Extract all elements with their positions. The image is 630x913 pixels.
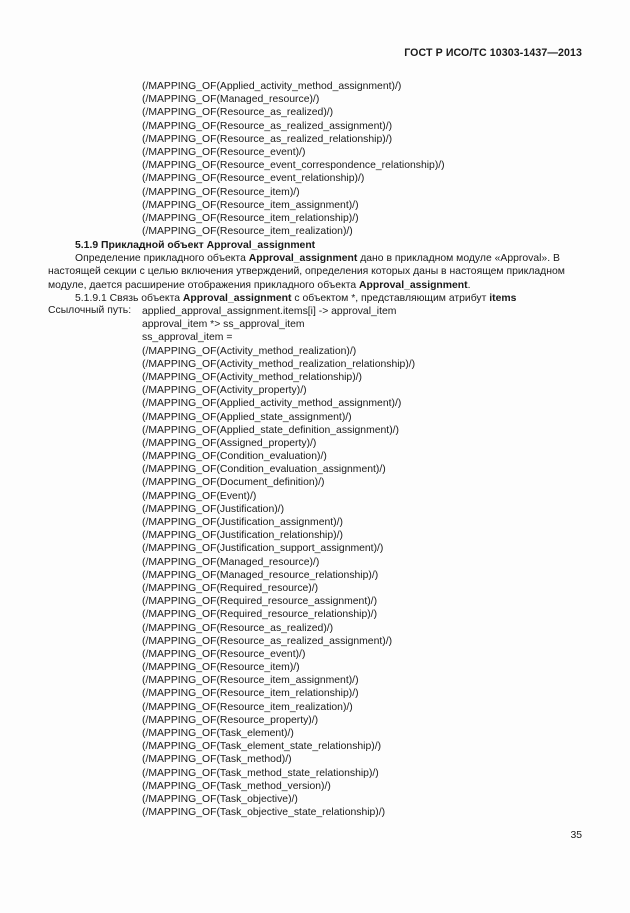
- reference-path-lines: [142, 305, 396, 345]
- reference-path-line: applied_approval_assignment.items[i] -> approval_item: [142, 306, 397, 317]
- mapping-line: (/MAPPING_OF(Resource_item_relationship)/): [142, 688, 359, 700]
- page-number: 35: [570, 830, 582, 841]
- mapping-line: (/MAPPING_OF(Condition_evaluation)/): [142, 451, 327, 463]
- top-mapping-list: [142, 80, 445, 238]
- section-5-1-9: [48, 239, 588, 305]
- reference-path-label: Ссылочный путь:: [48, 305, 132, 316]
- mapping-line: (/MAPPING_OF(Resource_item_realization)/): [142, 226, 353, 238]
- para1-text-b: дано в прикладном модуле «Approval». В: [360, 253, 560, 265]
- subsection-text-a: Связь объекта: [109, 292, 181, 304]
- mapping-line: (/MAPPING_OF(Resource_as_realized)/): [142, 107, 334, 119]
- section-heading-text: Прикладной объект: [101, 240, 204, 251]
- reference-path-line: ss_approval_item =: [142, 332, 233, 344]
- mapping-line: (/MAPPING_OF(Justification_assignment)/): [142, 517, 343, 529]
- mapping-line: (/MAPPING_OF(Task_method_version)/): [142, 780, 331, 792]
- mapping-line: (/MAPPING_OF(Resource_item_assignment)/): [142, 199, 359, 211]
- mapping-line: (/MAPPING_OF(Resource_as_realized_assignment)/): [142, 120, 393, 132]
- mapping-line: (/MAPPING_OF(Applied_state_assignment)/): [142, 411, 352, 423]
- mapping-line: (/MAPPING_OF(Justification_support_assignment)/): [142, 543, 384, 555]
- document-header: ГОСТ Р ИСО/ТС 10303-1437—2013: [404, 47, 582, 59]
- mapping-line: (/MAPPING_OF(Task_objective_state_relationship)/): [142, 807, 386, 819]
- mapping-line: (/MAPPING_OF(Justification_relationship)/): [142, 530, 343, 542]
- para1-text-a: Определение прикладного объекта: [75, 253, 246, 265]
- section-heading-object: Approval_assignment: [206, 240, 316, 251]
- reference-path-line: approval_item *> ss_approval_item: [142, 319, 305, 331]
- paragraph-line-2: [48, 265, 588, 278]
- mapping-line: (/MAPPING_OF(Managed_resource)/): [142, 94, 320, 106]
- paragraph-line-3: [48, 279, 588, 292]
- para2-text: настоящей секции с целью включения утверждений, определения которых даны в настоящем прикладном: [48, 266, 565, 278]
- mapping-line: (/MAPPING_OF(Resource_as_realized)/): [142, 622, 334, 634]
- subsection-object: Approval_assignment: [182, 292, 292, 304]
- mapping-line: (/MAPPING_OF(Resource_event_relationship)/): [142, 173, 365, 185]
- section-heading: [48, 239, 588, 252]
- mapping-line: (/MAPPING_OF(Activity_method_relationship)/): [142, 371, 363, 383]
- mapping-line: (/MAPPING_OF(Applied_state_definition_assignment)/): [142, 424, 399, 436]
- mapping-line: (/MAPPING_OF(Task_method_state_relationship)/): [142, 767, 379, 779]
- paragraph-line-1: [48, 252, 588, 265]
- mapping-line: (/MAPPING_OF(Required_resource_relationship)/): [142, 609, 378, 621]
- mapping-line: (/MAPPING_OF(Resource_item)/): [142, 662, 300, 674]
- mapping-line: (/MAPPING_OF(Condition_evaluation_assignment)/): [142, 464, 386, 476]
- mapping-line: (/MAPPING_OF(Justification)/): [142, 503, 285, 515]
- mapping-line: (/MAPPING_OF(Activity_method_realization)/): [142, 345, 357, 357]
- mapping-line: (/MAPPING_OF(Resource_event)/): [142, 648, 306, 660]
- mapping-line: (/MAPPING_OF(Resource_item_relationship)/): [142, 212, 359, 224]
- mapping-line: (/MAPPING_OF(Resource_event_correspondence_relationship)/): [142, 160, 445, 172]
- para1-object: Approval_assignment: [248, 253, 358, 265]
- mapping-line: (/MAPPING_OF(Task_element)/): [142, 728, 294, 740]
- para3-end: .: [467, 279, 471, 291]
- mapping-line: (/MAPPING_OF(Managed_resource_relationship)/): [142, 569, 379, 581]
- subsection-number: 5.1.9.1: [75, 292, 107, 304]
- mapping-line: (/MAPPING_OF(Task_objective)/): [142, 793, 298, 805]
- mapping-line: (/MAPPING_OF(Activity_method_realization_relationship)/): [142, 358, 416, 370]
- bottom-mapping-list: [142, 345, 415, 820]
- mapping-line: (/MAPPING_OF(Resource_item_assignment)/): [142, 675, 359, 687]
- subsection-attribute: items: [489, 292, 517, 304]
- mapping-line: (/MAPPING_OF(Required_resource_assignment)/): [142, 596, 378, 608]
- subsection-text-b: с объектом *, представляющим атрибут: [294, 292, 487, 304]
- para3-object: Approval_assignment: [359, 279, 468, 291]
- mapping-line: (/MAPPING_OF(Resource_as_realized_assignment)/): [142, 635, 393, 647]
- mapping-line: (/MAPPING_OF(Required_resource)/): [142, 582, 319, 594]
- mapping-line: (/MAPPING_OF(Activity_property)/): [142, 385, 307, 397]
- mapping-line: (/MAPPING_OF(Resource_item_realization)/): [142, 701, 353, 713]
- mapping-line: (/MAPPING_OF(Resource_event)/): [142, 146, 306, 158]
- mapping-line: (/MAPPING_OF(Task_method)/): [142, 754, 292, 766]
- mapping-line: (/MAPPING_OF(Resource_as_realized_relationship)/): [142, 133, 393, 145]
- mapping-line: (/MAPPING_OF(Resource_item)/): [142, 186, 300, 198]
- mapping-line: (/MAPPING_OF(Applied_activity_method_assignment)/): [142, 398, 402, 410]
- section-heading-number: 5.1.9: [75, 240, 99, 251]
- mapping-line: (/MAPPING_OF(Managed_resource)/): [142, 556, 320, 568]
- mapping-line: (/MAPPING_OF(Assigned_property)/): [142, 437, 317, 449]
- mapping-line: (/MAPPING_OF(Applied_activity_method_assignment)/): [142, 81, 402, 92]
- mapping-line: (/MAPPING_OF(Event)/): [142, 490, 257, 502]
- mapping-line: (/MAPPING_OF(Document_definition)/): [142, 477, 325, 489]
- mapping-line: (/MAPPING_OF(Task_element_state_relationship)/): [142, 741, 382, 753]
- subsection-heading: [48, 292, 588, 305]
- para3-text-a: модуле, дается расширение отображения прикладного объекта: [48, 279, 357, 291]
- mapping-line: (/MAPPING_OF(Resource_property)/): [142, 714, 319, 726]
